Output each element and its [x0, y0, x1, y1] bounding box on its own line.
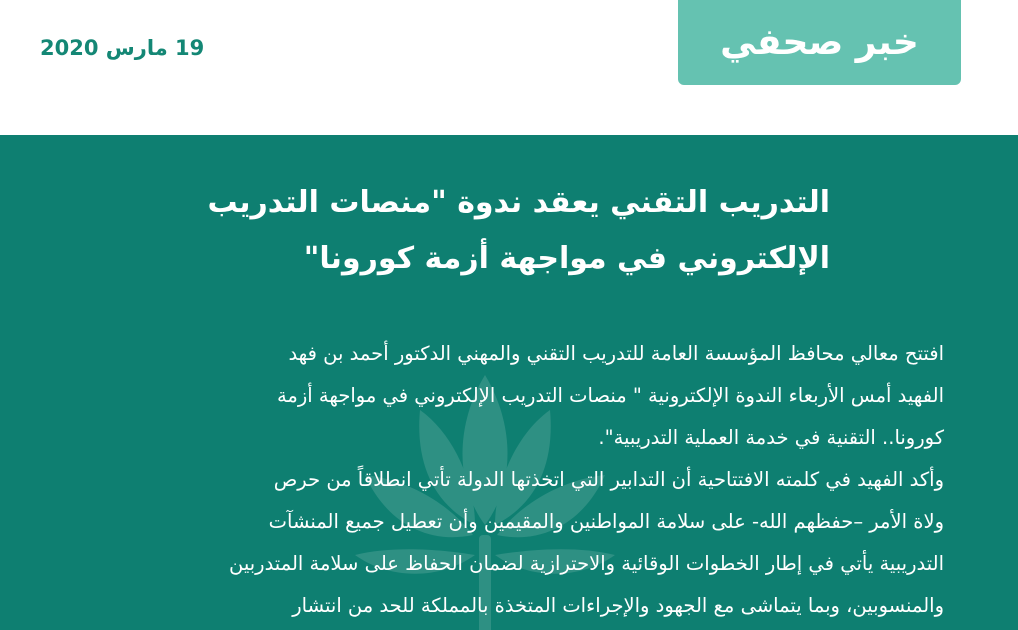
header-bar	[0, 0, 1018, 135]
article-panel	[0, 135, 1018, 630]
article-headline	[90, 175, 830, 287]
publication-date: 19 مارس 2020	[40, 36, 205, 60]
body-line: وأكد الفهيد في كلمته الافتتاحية أن التدابير التي اتخذتها الدولة تأتي انطلاقاً من حرص	[273, 468, 944, 491]
body-line: الفهيد أمس الأربعاء الندوة الإلكترونية " منصات التدريب الإلكتروني في مواجهة أزمة	[276, 384, 944, 407]
press-release-badge	[678, 0, 961, 85]
headline-line: الإلكتروني في مواجهة أزمة كورونا"	[303, 241, 830, 276]
article-body	[44, 333, 944, 627]
body-line: والمنسوبين، وبما يتماشى مع الجهود والإجراءات المتخذة بالمملكة للحد من انتشار	[292, 594, 944, 617]
badge-label: خبر صحفي	[720, 21, 919, 63]
body-line: ولاة الأمر –حفظهم الله- على سلامة المواطنين والمقيمين وأن تعطيل جميع المنشآت	[268, 510, 944, 533]
body-line: كورونا.. التقنية في خدمة العملية التدريبية".	[598, 426, 944, 449]
body-line: التدريبية يأتي في إطار الخطوات الوقائية والاحترازية لضمان الحفاظ على سلامة المتدربين	[229, 552, 944, 575]
headline-line: التدريب التقني يعقد ندوة "منصات التدريب	[207, 185, 830, 220]
body-line: افتتح معالي محافظ المؤسسة العامة للتدريب التقني والمهني الدكتور أحمد بن فهد	[288, 342, 944, 365]
